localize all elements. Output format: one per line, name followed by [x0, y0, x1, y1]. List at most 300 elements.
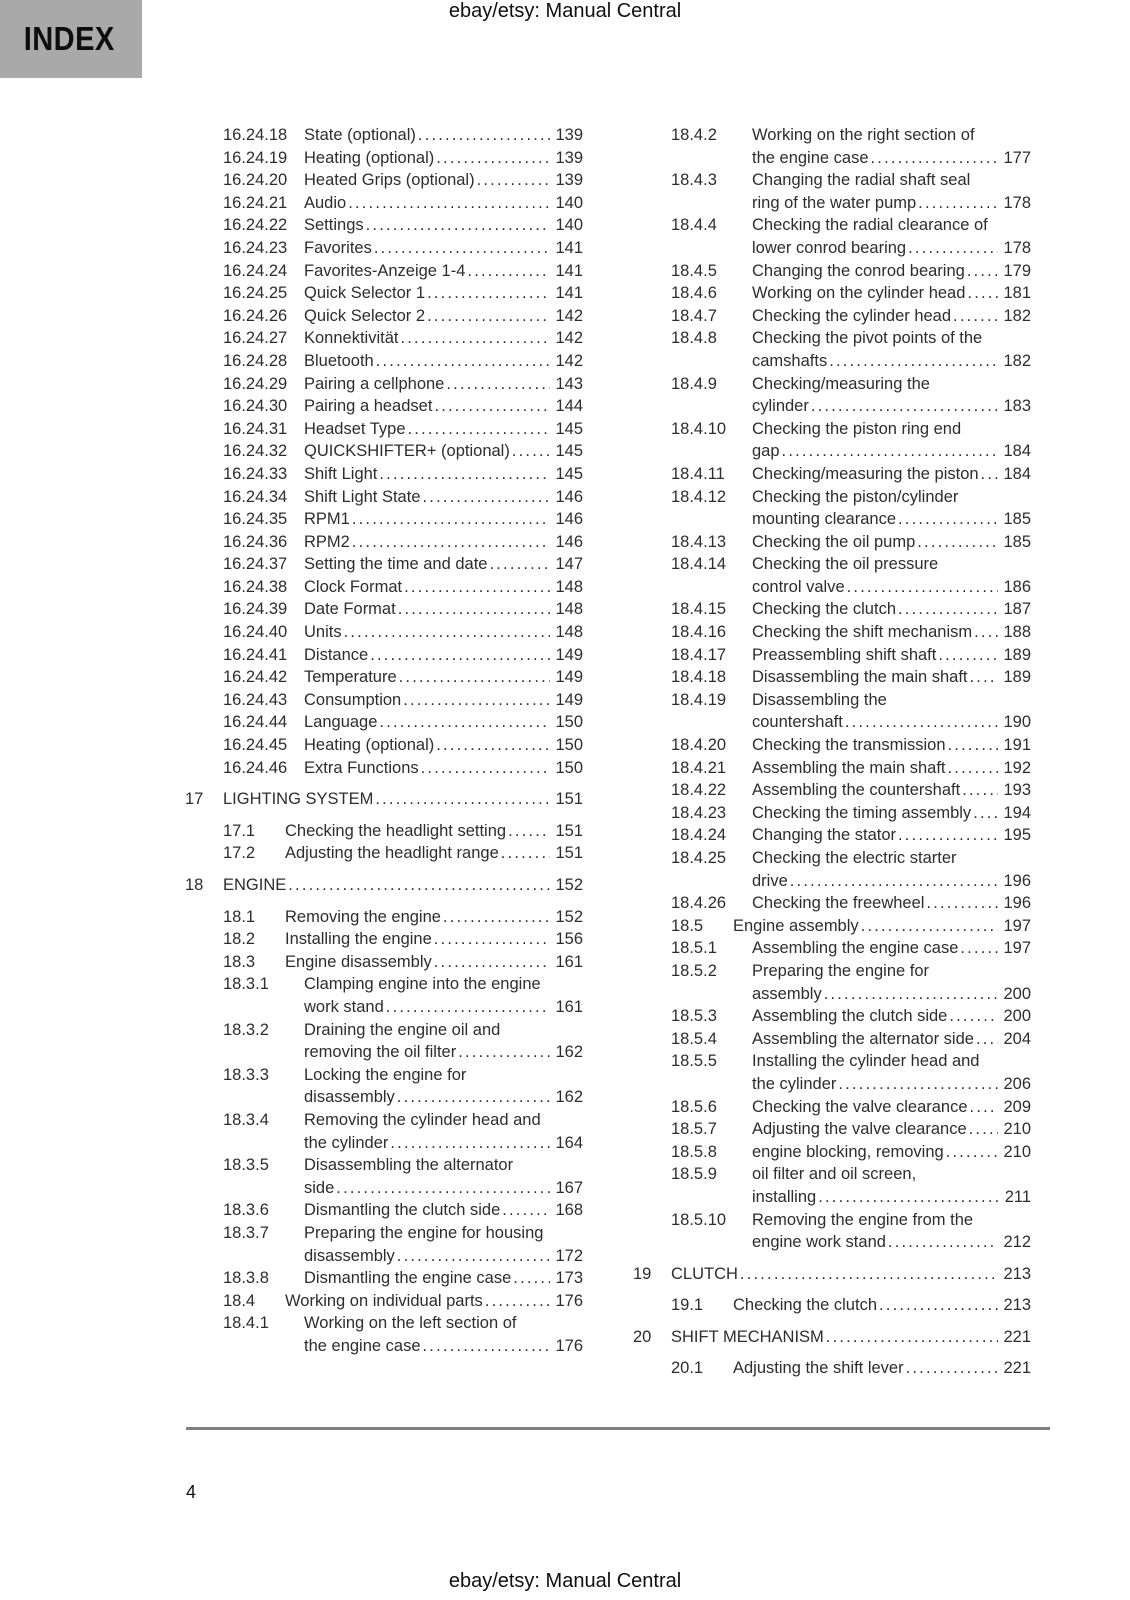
toc-entry-number: 19 [633, 1264, 652, 1283]
dot-leader [489, 553, 550, 576]
toc-entry-title: Checking the clutch [752, 600, 896, 619]
toc-entry-title: Preparing the engine for housing [304, 1223, 544, 1242]
toc-entry-line [304, 1086, 583, 1109]
toc-entry [185, 842, 583, 865]
toc-entry [633, 327, 1031, 372]
toc-entry-body [671, 1326, 1031, 1349]
dot-leader [782, 440, 998, 463]
toc-entry-title: lower conrod bearing [752, 238, 907, 257]
toc-entry-line [752, 192, 1031, 215]
toc-entry-body [304, 463, 583, 486]
toc-entry-number: 16.24.35 [223, 510, 288, 529]
toc-entry-number: 18.4.13 [671, 532, 727, 551]
toc-entry-body [752, 779, 1031, 802]
toc-entry-page: 148 [555, 623, 583, 642]
toc-entry-body [752, 463, 1031, 486]
toc-entry-number: 16.24.30 [223, 397, 288, 416]
dot-leader [826, 1326, 998, 1349]
toc-entry-page: 196 [1003, 894, 1031, 913]
toc-entry-line [304, 1267, 583, 1290]
toc-entry-page: 145 [555, 464, 583, 483]
toc-entry [185, 124, 583, 147]
toc-entry-line [304, 576, 583, 599]
toc-entry-title: Engine assembly [733, 916, 859, 935]
toc-entry-body [752, 757, 1031, 780]
toc-entry-page: 182 [1003, 306, 1031, 325]
toc-entry-number: 18.5.9 [671, 1165, 717, 1184]
toc-entry-body [304, 531, 583, 554]
toc-entry-title: Removing the cylinder head and [304, 1110, 541, 1129]
dot-leader [408, 418, 550, 441]
toc-entry-title: Bluetooth [304, 351, 374, 370]
toc-entry [185, 1064, 583, 1109]
dot-leader [908, 237, 998, 260]
toc-entry [633, 1294, 1031, 1317]
dot-leader [513, 1267, 550, 1290]
toc-entry-number: 19.1 [671, 1296, 704, 1315]
toc-entry-body [752, 553, 1031, 598]
toc-entry-page: 209 [1003, 1097, 1031, 1116]
toc-entry-title: Working on the left section of [304, 1314, 517, 1333]
toc-entry-line [285, 1290, 583, 1313]
toc-entry-body [752, 327, 1031, 372]
toc-entry-title: Setting the time and date [304, 555, 488, 574]
toc-entry-page: 143 [555, 374, 583, 393]
toc-entry [633, 1050, 1031, 1095]
toc-entry-title: Checking the piston ring end [752, 419, 962, 438]
toc-entry-body [304, 621, 583, 644]
dot-leader [374, 237, 550, 260]
dot-leader [375, 788, 550, 811]
dot-leader [898, 824, 998, 847]
toc-entry-body [304, 260, 583, 283]
toc-entry-body [752, 124, 1031, 169]
toc-entry [185, 1109, 583, 1154]
toc-entry-number: 18.5.7 [671, 1120, 717, 1139]
toc-entry-number: 16.24.19 [223, 148, 288, 167]
toc-entry-title: Quick Selector 2 [304, 306, 426, 325]
toc-entry-title: Consumption [304, 690, 402, 709]
toc-entry [185, 192, 583, 215]
toc-entry-body [304, 1222, 583, 1267]
toc-entry-line [304, 327, 583, 350]
toc-entry-page: 194 [1003, 803, 1031, 822]
toc-entry-line [752, 1028, 1031, 1051]
toc-entry-body [304, 1154, 583, 1199]
toc-entry-line [285, 842, 583, 865]
toc-entry-body [752, 847, 1031, 892]
toc-entry-title: Draining the engine oil and [304, 1020, 501, 1039]
toc-entry-number: 16.24.34 [223, 487, 288, 506]
toc-entry-page: 142 [555, 351, 583, 370]
toc-entry-title: Heating (optional) [304, 736, 435, 755]
toc-entry-body [752, 937, 1031, 960]
toc-entry-number: 18.5.10 [671, 1210, 727, 1229]
toc-entry-body [304, 644, 583, 667]
toc-entry [633, 418, 1031, 463]
toc-entry-body [285, 906, 583, 929]
toc-entry-title: Preassembling shift shaft [752, 645, 937, 664]
toc-entry-title: Changing the conrod bearing [752, 261, 965, 280]
toc-entry-number: 16.24.32 [223, 442, 288, 461]
toc-entry-body [304, 169, 583, 192]
toc-entry [633, 373, 1031, 418]
toc-entry [185, 621, 583, 644]
toc-entry-number: 17.2 [223, 844, 256, 863]
toc-entry-page: 221 [1003, 1359, 1031, 1378]
toc-entry-body [752, 486, 1031, 531]
toc-entry-body [752, 892, 1031, 915]
toc-entry-line [752, 892, 1031, 915]
toc-entry-page: 213 [1003, 1296, 1031, 1315]
toc-entry-title: Checking the freewheel [752, 894, 925, 913]
toc-entry-page: 178 [1003, 193, 1031, 212]
toc-entry-body [752, 1050, 1031, 1095]
dot-leader [512, 440, 550, 463]
toc-entry-page: 145 [555, 442, 583, 461]
toc-entry-number: 20.1 [671, 1359, 704, 1378]
dot-leader [427, 305, 550, 328]
dot-leader [423, 486, 551, 509]
toc-entry-title: Checking the pivot points of the [752, 329, 983, 348]
toc-entry-body [752, 734, 1031, 757]
toc-entry [185, 237, 583, 260]
toc-entry-line [304, 350, 583, 373]
toc-entry-body [304, 1109, 583, 1154]
toc-entry-page: 210 [1003, 1142, 1031, 1161]
dot-leader [969, 1118, 998, 1141]
dot-leader [824, 983, 998, 1006]
toc-entry-title: Pairing a cellphone [304, 374, 445, 393]
dot-leader [397, 1245, 550, 1268]
toc-entry-number: 18.4.24 [671, 826, 727, 845]
toc-entry-title: cylinder [752, 397, 809, 416]
toc-entry-line [304, 553, 583, 576]
toc-entry-title: the cylinder [752, 1074, 837, 1093]
toc-entry-title: CLUTCH [671, 1264, 738, 1283]
toc-entry-page: 192 [1003, 758, 1031, 777]
toc-entry-title: Checking the shift mechanism [752, 623, 973, 642]
toc-entry-title: work stand [304, 997, 384, 1016]
dot-leader [829, 350, 998, 373]
toc-entry-number: 16.24.40 [223, 623, 288, 642]
dot-leader [871, 147, 998, 170]
toc-entry-page: 193 [1003, 781, 1031, 800]
toc-entry-number: 18.5.2 [671, 961, 717, 980]
toc-entry [633, 915, 1031, 938]
toc-entry-line [752, 1186, 1031, 1209]
dot-leader [434, 395, 550, 418]
toc-entry [185, 734, 583, 757]
toc-entry [633, 802, 1031, 825]
toc-entry-body [752, 282, 1031, 305]
toc-entry-number: 16.24.37 [223, 555, 288, 574]
toc-entry-body [752, 1209, 1031, 1254]
toc-entry-title: Headset Type [304, 419, 406, 438]
toc-entry-line [304, 734, 583, 757]
toc-entry-body [304, 757, 583, 780]
toc-entry-line [752, 666, 1031, 689]
toc-entry-page: 150 [555, 758, 583, 777]
dot-leader [288, 874, 550, 897]
toc-entry-number: 16.24.25 [223, 284, 288, 303]
toc-entry-page: 221 [1003, 1327, 1031, 1346]
toc-entry-number: 16.24.21 [223, 193, 288, 212]
toc-entry-line [304, 689, 583, 712]
toc-entry-body [671, 1263, 1031, 1286]
toc-entry-title: Checking the electric starter [752, 849, 957, 867]
toc-entry-body [304, 973, 583, 1018]
toc-entry-line [304, 1199, 583, 1222]
toc-entry-line [304, 1245, 583, 1268]
dot-leader [962, 779, 998, 802]
toc-entry-body [752, 1118, 1031, 1141]
toc-entry-page: 162 [555, 1088, 583, 1107]
toc-entry-title: Konnektivität [304, 329, 399, 348]
toc-entry [185, 928, 583, 951]
toc-entry-body [752, 1005, 1031, 1028]
toc-entry [185, 350, 583, 373]
toc-entry-page: 168 [555, 1201, 583, 1220]
toc-entry-title: Checking the timing assembly [752, 803, 972, 822]
toc-entry-title: Checking the transmission [752, 736, 946, 755]
toc-entry-page: 196 [1003, 871, 1031, 890]
toc-entry-page: 141 [555, 261, 583, 280]
toc-entry-title: removing the oil filter [304, 1043, 457, 1062]
toc-entry-body [304, 440, 583, 463]
toc-entry-title: Checking the oil pressure [752, 555, 939, 574]
toc-entry-title: the cylinder [304, 1133, 389, 1152]
toc-entry-line [752, 440, 1031, 463]
dot-leader [336, 1177, 550, 1200]
toc-entry-number: 18.5.1 [671, 939, 717, 958]
index-label: INDEX [23, 20, 115, 57]
toc-entry-body [285, 951, 583, 974]
toc-entry-page: 164 [555, 1133, 583, 1152]
dot-leader [879, 1294, 998, 1317]
toc-entry-number: 18.4.1 [223, 1314, 269, 1333]
toc-entry-line [304, 124, 583, 147]
dot-leader [976, 1028, 998, 1051]
toc-entry-page: 152 [555, 876, 583, 894]
toc-entry-body [304, 598, 583, 621]
dot-leader [818, 1186, 998, 1209]
toc-entry-line [752, 824, 1031, 847]
dot-leader [399, 666, 550, 689]
toc-entry [185, 486, 583, 509]
toc-entry [185, 576, 583, 599]
toc-entry-line [752, 1073, 1031, 1096]
toc-entry-number: 18.1 [223, 907, 256, 926]
toc-entry-title: Changing the radial shaft seal [752, 171, 971, 190]
toc-entry-body [752, 1028, 1031, 1051]
toc-entry-title: disassembly [304, 1088, 395, 1107]
toc-entry-line [304, 666, 583, 689]
toc-entry-title: Heated Grips (optional) [304, 171, 475, 190]
toc-entry-title: RPM2 [304, 532, 350, 551]
dot-leader [370, 644, 550, 667]
toc-entry [185, 973, 583, 1018]
toc-entry [633, 1357, 1031, 1380]
toc-entry-number: 18.4.23 [671, 803, 727, 822]
toc-entry [633, 169, 1031, 214]
toc-entry-body [752, 1096, 1031, 1119]
toc-entry-line [752, 147, 1031, 170]
toc-entry-title: camshafts [752, 351, 828, 370]
toc-entry-page: 149 [555, 668, 583, 687]
toc-entry-title: disassembly [304, 1246, 395, 1265]
toc-entry-line [752, 576, 1031, 599]
toc-entry-body [752, 644, 1031, 667]
toc-entry-line [733, 1294, 1031, 1317]
toc-entry-body [752, 373, 1031, 418]
dot-leader [501, 842, 550, 865]
toc-entry-body [304, 666, 583, 689]
toc-entry [185, 418, 583, 441]
toc-entry-page: 189 [1003, 645, 1031, 664]
toc-entry-page: 190 [1003, 713, 1031, 732]
toc-entry-line [285, 906, 583, 929]
toc-entry-body [752, 531, 1031, 554]
toc-entry [633, 1096, 1031, 1119]
dot-leader [421, 757, 550, 780]
toc-entry-title: ring of the water pump [752, 193, 917, 212]
toc-entry [185, 666, 583, 689]
toc-entry-page: 150 [555, 713, 583, 732]
toc-entry-body [752, 666, 1031, 689]
dot-leader [967, 282, 998, 305]
dot-leader [508, 820, 550, 843]
toc-entry-page: 142 [555, 306, 583, 325]
toc-entry-number: 18.4.4 [671, 216, 717, 235]
dot-leader [861, 915, 998, 938]
toc-entry [185, 305, 583, 328]
toc-entry [633, 892, 1031, 915]
toc-entry-number: 18.3 [223, 952, 256, 971]
toc-entry-body [304, 305, 583, 328]
toc-entry-number: 16.24.22 [223, 216, 288, 235]
toc-entry [633, 937, 1031, 960]
toc-entry-line [285, 928, 583, 951]
dot-leader [811, 395, 998, 418]
toc-entry [633, 1326, 1031, 1349]
toc-entry [185, 327, 583, 350]
toc-entry [185, 260, 583, 283]
page-header-title: ebay/etsy: Manual Central [448, 0, 682, 22]
toc-entry-number: 18.3.6 [223, 1201, 269, 1220]
toc-entry [185, 1267, 583, 1290]
toc-entry [185, 1199, 583, 1222]
toc-entry [633, 1263, 1031, 1286]
toc-entry [633, 598, 1031, 621]
dot-leader [348, 192, 550, 215]
toc-entry-title: Temperature [304, 668, 397, 687]
toc-entry [633, 847, 1031, 892]
toc-entry-title: drive [752, 871, 788, 890]
toc-entry-title: Working on the right section of [752, 126, 975, 144]
page-number: 4 [186, 1482, 197, 1502]
toc-entry-body [733, 915, 1031, 938]
toc-entry-number: 18.5 [671, 916, 704, 935]
toc-entry-line [752, 395, 1031, 418]
toc-entry [185, 395, 583, 418]
toc-entry-body [304, 147, 583, 170]
toc-entry-number: 16.24.38 [223, 577, 288, 596]
toc-entry-title: ENGINE [223, 876, 287, 894]
dot-leader [906, 1357, 998, 1380]
toc-entry-title: Disassembling the main shaft [752, 668, 968, 687]
toc-entry-body [304, 327, 583, 350]
dot-leader [376, 350, 550, 373]
toc-entry-body [752, 689, 1031, 734]
footer-divider [186, 1427, 1050, 1430]
toc-entry-number: 18.5.5 [671, 1052, 717, 1071]
toc-entry-line [752, 779, 1031, 802]
toc-entry-page: 185 [1003, 532, 1031, 551]
toc-entry-title: oil filter and oil screen, [752, 1165, 917, 1184]
dot-leader [434, 928, 550, 951]
dot-leader [443, 906, 550, 929]
toc-entry-body [304, 734, 583, 757]
toc-entry-title: Dismantling the engine case [304, 1269, 512, 1288]
toc-entry [185, 1154, 583, 1199]
toc-entry-body [304, 214, 583, 237]
dot-leader [485, 1290, 550, 1313]
dot-leader [970, 1096, 998, 1119]
toc-entry-title: Clock Format [304, 577, 403, 596]
toc-entry-line [285, 951, 583, 974]
toc-entry-page: 140 [555, 216, 583, 235]
toc-entry [633, 1028, 1031, 1051]
toc-entry-page: 141 [555, 238, 583, 257]
toc-entry-page: 204 [1003, 1029, 1031, 1048]
toc-entry [185, 553, 583, 576]
toc-entry [633, 1005, 1031, 1028]
toc-entry-body [304, 1267, 583, 1290]
toc-entry-line [752, 237, 1031, 260]
dot-leader [981, 463, 998, 486]
toc-entry-number: 16.24.27 [223, 329, 288, 348]
dot-leader [960, 937, 998, 960]
toc-entry-line [671, 1326, 1031, 1349]
toc-entry-line [304, 395, 583, 418]
toc-entry-number: 18.4.15 [671, 600, 727, 619]
dot-leader [467, 260, 550, 283]
toc-entry-number: 16.24.29 [223, 374, 288, 393]
toc-entry-number: 18.4.20 [671, 736, 727, 755]
toc-entry-number: 16.24.44 [223, 713, 288, 732]
toc-entry-line [304, 147, 583, 170]
dot-leader [418, 124, 550, 147]
toc-entry-title: Changing the stator [752, 826, 897, 845]
toc-entry-title: LIGHTING SYSTEM [223, 790, 374, 809]
toc-entry-number: 18.4.6 [671, 284, 717, 303]
toc-entry-line [752, 598, 1031, 621]
toc-entry-title: Adjusting the headlight range [285, 844, 499, 863]
toc-entry-title: Checking/measuring the [752, 374, 930, 393]
toc-entry-number: 17.1 [223, 821, 256, 840]
toc-entry-page: 139 [555, 126, 583, 144]
toc-entry [633, 260, 1031, 283]
toc-entry-number: 16.24.28 [223, 351, 288, 370]
dot-leader [949, 1005, 998, 1028]
toc-entry-title: Removing the engine [285, 907, 441, 926]
toc-entry [185, 463, 583, 486]
toc-entry-line [304, 463, 583, 486]
toc-entry-body [285, 842, 583, 865]
toc-entry [185, 711, 583, 734]
toc-entry-title: control valve [752, 577, 845, 596]
